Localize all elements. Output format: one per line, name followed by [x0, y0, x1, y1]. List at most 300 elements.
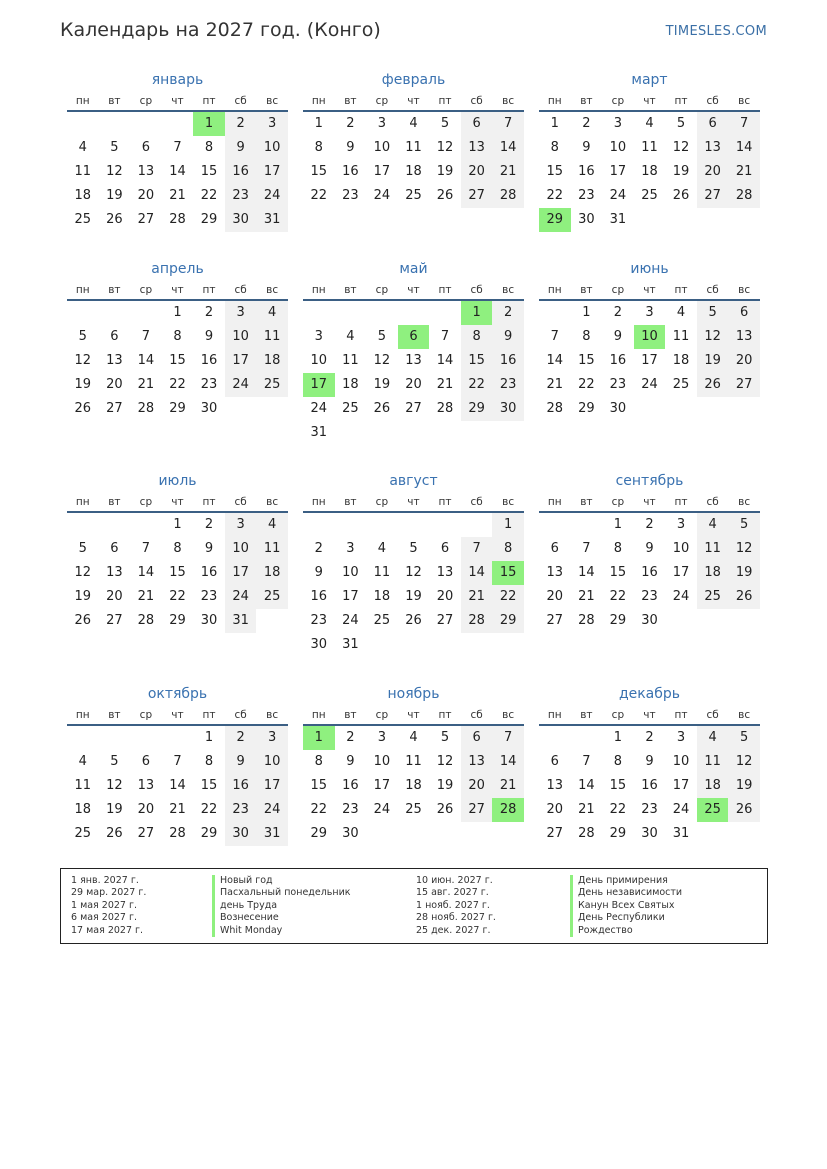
day-cell: 27	[137, 212, 155, 227]
weekday-label: чт	[171, 284, 184, 296]
day-cell: 12	[405, 565, 422, 580]
empty-cell	[335, 301, 367, 325]
day-cell: 5	[78, 541, 87, 556]
day-cell: 22	[609, 802, 627, 817]
day-cell: 3	[314, 329, 323, 344]
day-cell: 19	[697, 349, 729, 373]
day-cell: 29	[492, 609, 524, 633]
month-block	[67, 471, 288, 633]
day-cell: 9	[314, 565, 323, 580]
day-cell: 3	[256, 112, 288, 136]
weekday-label: пт	[438, 95, 452, 107]
day-cell: 21	[578, 802, 595, 817]
day-cell: 28	[728, 184, 760, 208]
day-cell: 11	[74, 164, 92, 179]
day-cell: 31	[609, 212, 627, 227]
weekday-label: вс	[266, 709, 279, 721]
day-cell: 28	[461, 609, 493, 633]
day-cell: 21	[728, 160, 760, 184]
day-cell: 18	[405, 164, 422, 179]
day-cell: 16	[200, 353, 218, 368]
day-cell: 18	[373, 589, 391, 604]
day-cell: 28	[137, 401, 155, 416]
weekday-label: вс	[266, 284, 279, 296]
day-cell: 9	[225, 136, 257, 160]
day-cell: 21	[137, 377, 155, 392]
legend-entry: 1 нояб. 2027 г.	[416, 899, 490, 911]
empty-cell	[162, 726, 194, 750]
day-cell: 29	[200, 212, 218, 227]
day-cell: 7	[141, 329, 151, 344]
empty-cell	[99, 513, 131, 537]
day-cell: 5	[440, 730, 450, 745]
day-cell: 23	[310, 613, 328, 628]
day-cell: 18	[697, 774, 729, 798]
day-cell: 30	[641, 613, 658, 628]
day-cell: 12	[728, 750, 760, 774]
day-cell: 18	[74, 188, 92, 203]
legend-entry: Новый год	[212, 875, 351, 887]
month-block	[67, 684, 288, 846]
day-cell: 24	[641, 377, 658, 392]
month-block	[303, 70, 524, 208]
weekday-label: пн	[75, 284, 90, 296]
day-cell: 9	[346, 754, 355, 769]
day-cell: 14	[137, 353, 155, 368]
day-cell: 30	[225, 208, 257, 232]
day-cell: 26	[74, 613, 92, 628]
day-cell: 4	[697, 513, 729, 537]
day-cell: 7	[173, 140, 182, 155]
day-cell: 9	[204, 541, 214, 556]
day-cell: 20	[461, 774, 493, 798]
day-cell: 11	[697, 537, 729, 561]
day-cell: 27	[697, 184, 729, 208]
legend-entry: 10 июн. 2027 г.	[416, 875, 493, 886]
day-cell: 4	[676, 305, 686, 320]
day-cell: 2	[204, 517, 214, 532]
empty-cell	[303, 301, 335, 325]
month-name: октябрь	[147, 686, 208, 702]
day-cell: 22	[200, 802, 218, 817]
day-cell: 21	[492, 774, 524, 798]
day-cell: 6	[141, 754, 151, 769]
day-cell: 1	[550, 116, 559, 131]
day-grid	[67, 513, 288, 633]
weekday-label: вт	[344, 496, 357, 508]
legend-entry: День Республики	[570, 912, 682, 924]
day-cell: 2	[346, 116, 355, 131]
legend-entry: Пасхальный понедельник	[212, 887, 351, 899]
weekday-label: вс	[502, 496, 515, 508]
day-cell: 3	[377, 116, 387, 131]
legend-left-dates	[71, 875, 146, 937]
day-grid	[303, 301, 524, 445]
weekday-label: вт	[580, 496, 593, 508]
legend-entry: 6 мая 2027 г.	[71, 912, 137, 924]
day-cell: 31	[225, 609, 257, 633]
weekday-label: пт	[202, 284, 216, 296]
day-cell: 3	[225, 301, 257, 325]
weekday-label: сб	[234, 709, 247, 721]
weekday-label: чт	[407, 496, 420, 508]
weekday-label: пн	[311, 95, 326, 107]
weekday-label: чт	[171, 95, 184, 107]
day-cell: 2	[582, 116, 591, 131]
legend-entry: 25 дек. 2027 г.	[416, 924, 491, 936]
day-cell: 13	[461, 750, 493, 774]
day-cell: 31	[342, 637, 359, 652]
day-cell: 30	[641, 826, 658, 841]
weekday-header	[303, 704, 524, 726]
day-cell: 16	[310, 589, 328, 604]
day-cell: 3	[225, 513, 257, 537]
day-cell: 15	[200, 778, 218, 793]
day-cell: 27	[436, 613, 454, 628]
day-cell: 11	[672, 329, 690, 344]
weekday-label: чт	[643, 284, 656, 296]
day-cell: 30	[310, 637, 328, 652]
day-cell: 4	[409, 730, 418, 745]
empty-cell	[429, 301, 461, 325]
legend-entry: Вознесение	[212, 912, 351, 924]
day-cell: 13	[728, 325, 760, 349]
weekday-label: сб	[470, 95, 483, 107]
legend-entry: 17 мая 2027 г.	[71, 924, 144, 936]
day-cell: 10	[373, 140, 391, 155]
month-block	[539, 70, 760, 232]
weekday-label: пт	[438, 284, 452, 296]
month-name: июнь	[630, 261, 669, 277]
day-cell: 21	[137, 589, 155, 604]
day-cell: 15	[609, 565, 627, 580]
day-cell: 31	[256, 208, 288, 232]
day-cell: 8	[314, 140, 323, 155]
day-cell: 26	[436, 188, 454, 203]
day-cell: 20	[697, 160, 729, 184]
legend-right-dates	[416, 875, 496, 937]
holiday-day-cell: 17	[303, 373, 335, 397]
day-cell: 30	[492, 397, 524, 421]
day-cell: 24	[256, 798, 288, 822]
day-cell: 30	[578, 212, 595, 227]
weekday-label: чт	[407, 709, 420, 721]
day-cell: 1	[492, 513, 524, 537]
day-cell: 12	[373, 353, 391, 368]
day-cell: 18	[256, 561, 288, 585]
day-cell: 3	[645, 305, 654, 320]
empty-cell	[67, 112, 99, 136]
day-cell: 7	[492, 112, 524, 136]
legend-entry: 29 мар. 2027 г.	[71, 887, 147, 899]
weekday-label: ср	[139, 496, 153, 508]
month-name: август	[389, 473, 438, 489]
day-cell: 8	[204, 754, 214, 769]
day-cell: 1	[582, 305, 591, 320]
day-cell: 12	[672, 140, 690, 155]
month-block	[303, 259, 524, 445]
day-cell: 27	[106, 613, 123, 628]
day-cell: 17	[373, 778, 391, 793]
day-cell: 22	[310, 188, 328, 203]
day-cell: 8	[204, 140, 214, 155]
month-block	[303, 684, 524, 846]
weekday-label: пн	[311, 284, 326, 296]
day-cell: 6	[110, 329, 119, 344]
day-cell: 21	[436, 377, 454, 392]
day-cell: 11	[74, 778, 92, 793]
day-cell: 23	[641, 589, 658, 604]
day-cell: 25	[373, 613, 391, 628]
legend-entry: Канун Всех Святых	[570, 900, 682, 912]
weekday-label: сб	[234, 284, 247, 296]
day-grid	[539, 301, 760, 421]
day-cell: 19	[436, 164, 454, 179]
day-cell: 30	[609, 401, 627, 416]
legend-entry: 15 авг. 2027 г.	[416, 887, 489, 899]
empty-cell	[539, 726, 571, 750]
day-cell: 23	[225, 184, 257, 208]
weekday-label: пт	[674, 496, 688, 508]
day-cell: 12	[728, 537, 760, 561]
day-cell: 25	[256, 373, 288, 397]
weekday-label: вт	[108, 709, 121, 721]
empty-cell	[398, 301, 430, 325]
weekday-label: сб	[706, 496, 719, 508]
day-cell: 19	[672, 164, 690, 179]
month-name: март	[631, 72, 668, 88]
weekday-label: ср	[611, 284, 625, 296]
day-cell: 13	[461, 136, 493, 160]
weekday-header	[303, 90, 524, 112]
day-grid	[539, 513, 760, 633]
day-cell: 1	[204, 730, 214, 745]
month-block	[539, 684, 760, 846]
day-cell: 4	[645, 116, 654, 131]
day-cell: 29	[461, 397, 493, 421]
holiday-day-cell: 1	[193, 112, 225, 136]
legend-right-names	[570, 875, 682, 937]
empty-cell	[67, 513, 99, 537]
day-cell: 5	[110, 140, 119, 155]
weekday-label: пн	[547, 496, 562, 508]
day-cell: 13	[137, 778, 155, 793]
legend-entry: Рождество	[570, 925, 682, 937]
day-cell: 7	[582, 541, 591, 556]
weekday-label: чт	[407, 95, 420, 107]
legend-left-names	[212, 875, 351, 937]
day-cell: 18	[672, 353, 690, 368]
day-cell: 27	[106, 401, 123, 416]
day-cell: 22	[310, 802, 328, 817]
weekday-header	[303, 491, 524, 513]
day-cell: 27	[461, 184, 493, 208]
day-cell: 6	[461, 112, 493, 136]
month-name: сентябрь	[615, 473, 684, 489]
weekday-label: ср	[139, 95, 153, 107]
day-cell: 16	[641, 778, 658, 793]
day-cell: 8	[461, 325, 493, 349]
legend-entry: 1 янв. 2027 г.	[71, 875, 139, 886]
weekday-label: сб	[234, 95, 247, 107]
day-cell: 4	[78, 754, 87, 769]
day-cell: 14	[728, 136, 760, 160]
day-cell: 28	[169, 826, 186, 841]
day-cell: 3	[377, 730, 387, 745]
day-cell: 27	[546, 613, 564, 628]
day-cell: 22	[578, 377, 595, 392]
day-cell: 24	[373, 188, 391, 203]
day-grid	[67, 301, 288, 421]
weekday-header	[67, 491, 288, 513]
brand-link[interactable]: TIMESLES.COM	[665, 24, 767, 39]
day-cell: 7	[440, 329, 450, 344]
day-cell: 9	[204, 329, 214, 344]
day-cell: 31	[672, 826, 690, 841]
day-cell: 9	[645, 754, 654, 769]
weekday-label: пт	[674, 95, 688, 107]
day-cell: 17	[672, 565, 690, 580]
day-cell: 6	[697, 112, 729, 136]
day-cell: 22	[546, 188, 564, 203]
day-cell: 5	[110, 754, 119, 769]
day-cell: 22	[461, 373, 493, 397]
weekday-label: вс	[502, 709, 515, 721]
holiday-day-cell: 1	[461, 301, 493, 325]
day-cell: 12	[106, 778, 123, 793]
day-cell: 22	[492, 585, 524, 609]
day-cell: 23	[492, 373, 524, 397]
day-cell: 26	[728, 585, 760, 609]
day-cell: 9	[645, 541, 654, 556]
day-cell: 16	[342, 778, 359, 793]
day-cell: 12	[436, 754, 454, 769]
day-grid	[67, 726, 288, 846]
day-cell: 25	[697, 585, 729, 609]
day-cell: 13	[436, 565, 454, 580]
empty-cell	[366, 513, 398, 537]
weekday-label: вт	[344, 709, 357, 721]
day-cell: 26	[436, 802, 454, 817]
day-cell: 16	[641, 565, 658, 580]
day-cell: 14	[578, 565, 595, 580]
day-cell: 4	[409, 116, 418, 131]
weekday-label: ср	[375, 95, 389, 107]
day-cell: 4	[346, 329, 355, 344]
empty-cell	[398, 513, 430, 537]
weekday-label: ср	[375, 496, 389, 508]
legend-entry: 28 нояб. 2027 г.	[416, 912, 496, 924]
day-cell: 5	[78, 329, 87, 344]
day-cell: 19	[106, 802, 123, 817]
day-grid	[303, 513, 524, 657]
day-cell: 5	[409, 541, 418, 556]
day-cell: 29	[169, 613, 186, 628]
day-cell: 6	[550, 541, 559, 556]
day-cell: 28	[492, 184, 524, 208]
empty-cell	[99, 301, 131, 325]
day-cell: 15	[310, 164, 328, 179]
weekday-header	[539, 90, 760, 112]
day-cell: 8	[173, 541, 182, 556]
day-cell: 23	[609, 377, 627, 392]
month-name: апрель	[151, 261, 204, 277]
weekday-label: ср	[139, 709, 153, 721]
month-block	[303, 471, 524, 657]
day-cell: 5	[728, 513, 760, 537]
day-cell: 25	[672, 377, 690, 392]
day-cell: 11	[405, 754, 422, 769]
day-cell: 21	[546, 377, 564, 392]
day-cell: 25	[641, 188, 658, 203]
weekday-header	[539, 491, 760, 513]
day-cell: 18	[697, 561, 729, 585]
weekday-label: пт	[202, 496, 216, 508]
day-cell: 28	[546, 401, 564, 416]
day-cell: 17	[672, 778, 690, 793]
day-cell: 11	[641, 140, 658, 155]
empty-cell	[130, 726, 162, 750]
weekday-label: пн	[547, 284, 562, 296]
day-cell: 16	[225, 160, 257, 184]
day-cell: 24	[225, 585, 257, 609]
day-cell: 16	[609, 353, 627, 368]
day-cell: 15	[578, 353, 595, 368]
day-cell: 27	[546, 826, 564, 841]
day-cell: 13	[697, 136, 729, 160]
holiday-day-cell: 29	[539, 208, 571, 232]
day-cell: 27	[461, 798, 493, 822]
weekday-header	[67, 90, 288, 112]
day-cell: 10	[310, 353, 328, 368]
empty-cell	[539, 301, 571, 325]
weekday-header	[539, 279, 760, 301]
weekday-label: ср	[611, 95, 625, 107]
month-name: июль	[158, 473, 197, 489]
weekday-label: вс	[738, 496, 751, 508]
holiday-day-cell: 25	[697, 798, 729, 822]
day-cell: 26	[106, 212, 123, 227]
day-cell: 27	[137, 826, 155, 841]
day-cell: 8	[613, 541, 623, 556]
weekday-label: пт	[438, 496, 452, 508]
weekday-label: вт	[108, 284, 121, 296]
month-block	[539, 471, 760, 633]
day-cell: 23	[342, 802, 359, 817]
day-cell: 3	[676, 730, 686, 745]
empty-cell	[303, 513, 335, 537]
legend-entry: День независимости	[570, 887, 682, 899]
day-cell: 20	[137, 188, 155, 203]
holiday-day-cell: 1	[303, 726, 335, 750]
day-cell: 26	[373, 401, 391, 416]
month-name: май	[399, 261, 428, 277]
day-cell: 16	[342, 164, 359, 179]
day-cell: 2	[613, 305, 623, 320]
empty-cell	[571, 513, 603, 537]
day-cell: 20	[546, 802, 564, 817]
day-cell: 19	[728, 774, 760, 798]
holiday-legend	[60, 868, 768, 944]
weekday-label: пт	[674, 709, 688, 721]
day-cell: 11	[405, 140, 422, 155]
day-cell: 14	[169, 778, 186, 793]
day-cell: 18	[74, 802, 92, 817]
weekday-label: вс	[738, 284, 751, 296]
day-cell: 8	[613, 754, 623, 769]
day-cell: 29	[578, 401, 595, 416]
weekday-label: ср	[139, 284, 153, 296]
